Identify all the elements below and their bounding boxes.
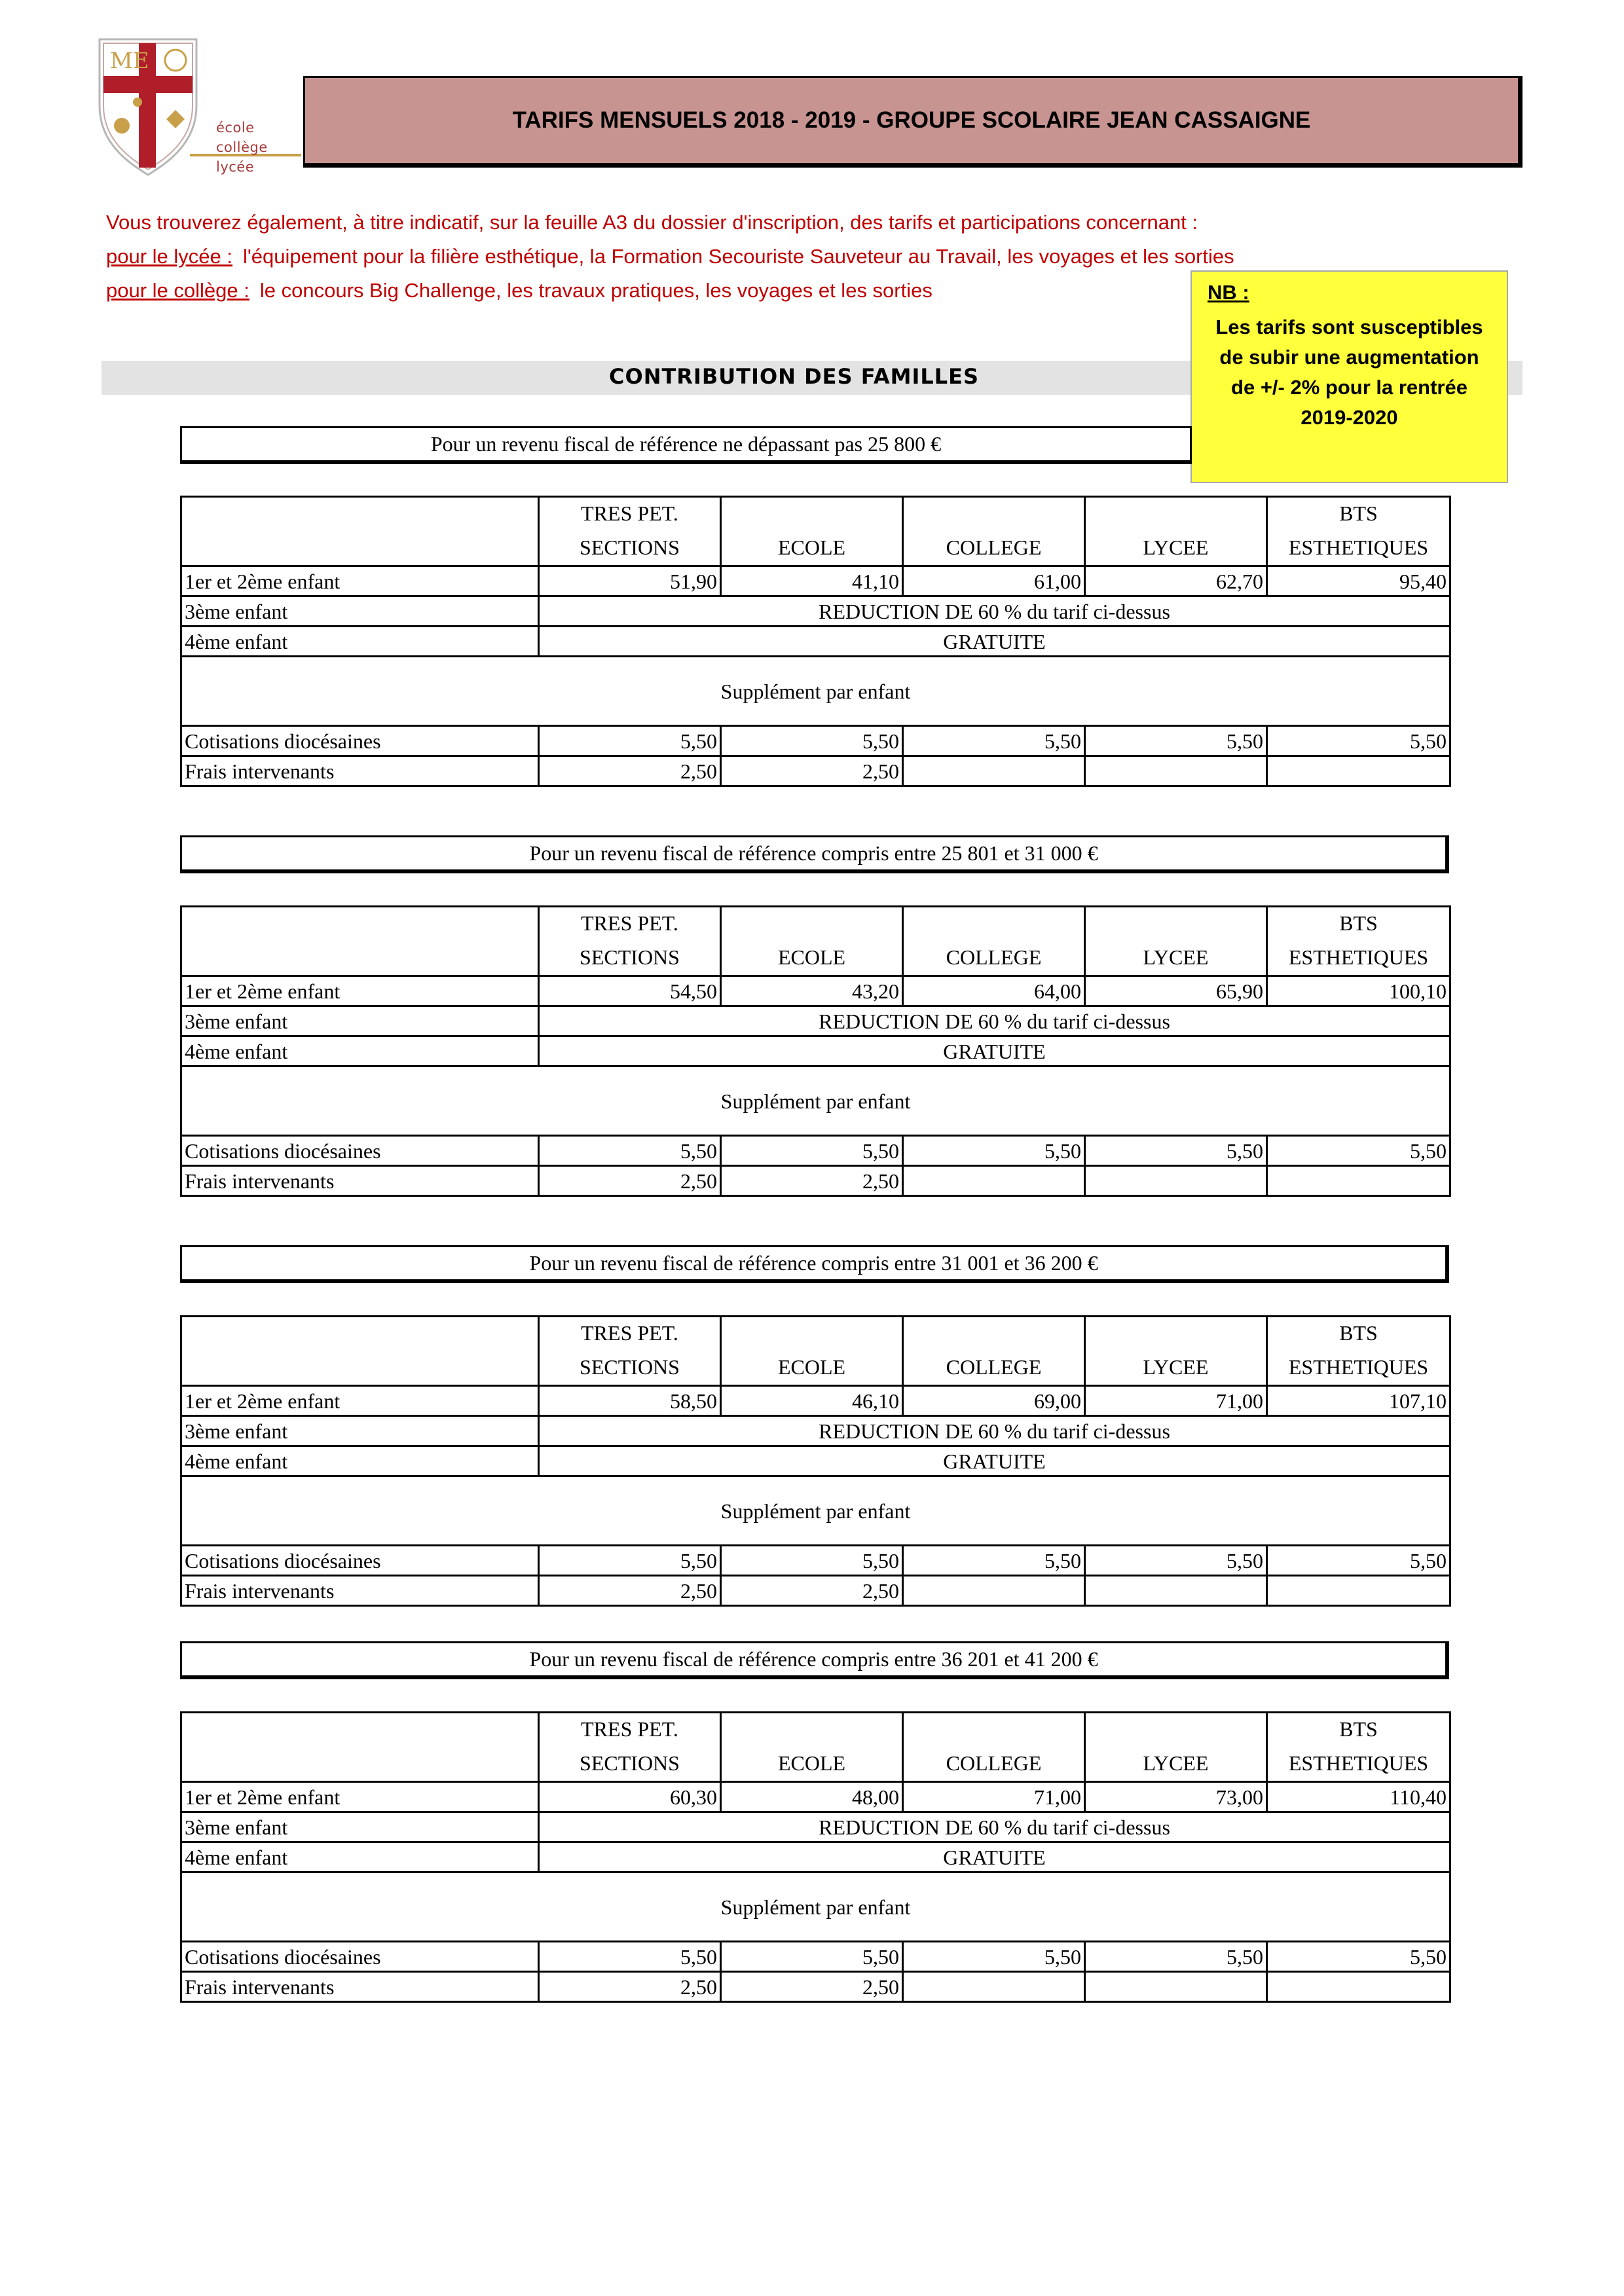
table-row-third-child — [181, 1812, 1450, 1842]
cotisation-cell: 5,50 — [539, 726, 721, 756]
tarif-cell: 41,10 — [721, 566, 903, 596]
row-label: 3ème enfant — [181, 1006, 539, 1036]
cotisation-cell: 5,50 — [721, 1546, 903, 1576]
row-label: 4ème enfant — [181, 627, 539, 657]
table-row-third-child — [181, 1416, 1450, 1446]
table-row-first-children — [181, 1386, 1450, 1416]
tarif-table — [180, 1711, 1451, 2003]
income-bracket-heading — [180, 1641, 1449, 1679]
supplement-cell: Supplément par enfant — [181, 657, 1450, 726]
frais-cell: 2,50 — [539, 1576, 721, 1606]
tarif-cell: 51,90 — [539, 566, 721, 596]
frais-cell — [1085, 756, 1267, 786]
cotisation-cell: 5,50 — [539, 1546, 721, 1576]
frais-cell — [1267, 756, 1450, 786]
lycee-label: pour le lycée : — [106, 245, 232, 268]
reduction-cell: REDUCTION DE 60 % du tarif ci-dessus — [539, 1006, 1450, 1036]
nb-label: NB : — [1208, 281, 1249, 304]
table-header-row — [181, 497, 1450, 566]
college-label: pour le collège : — [106, 279, 249, 302]
table-row-fourth-child — [181, 627, 1450, 657]
row-label: Frais intervenants — [181, 1166, 539, 1196]
table-row-supplement — [181, 1872, 1450, 1942]
cotisation-cell: 5,50 — [1267, 1136, 1450, 1166]
tarif-cell: 110,40 — [1267, 1782, 1450, 1812]
tarif-cell: 95,40 — [1267, 566, 1450, 596]
row-label: 1er et 2ème enfant — [181, 976, 539, 1006]
tarif-cell: 71,00 — [903, 1782, 1085, 1812]
header-cell-college: COLLEGE — [903, 1713, 1085, 1782]
intro-lycee — [106, 245, 1234, 268]
tarif-cell: 100,10 — [1267, 976, 1450, 1006]
row-label: 1er et 2ème enfant — [181, 1782, 539, 1812]
header-cell-bts: BTS ESTHETIQUES — [1267, 497, 1450, 566]
header-cell-empty — [181, 1713, 539, 1782]
supplement-cell: Supplément par enfant — [181, 1066, 1450, 1136]
income-bracket-text: Pour un revenu fiscal de référence compris entre 36 201 et 41 200 € — [529, 1647, 1098, 1671]
gratuite-cell: GRATUITE — [539, 1842, 1450, 1872]
row-label: 1er et 2ème enfant — [181, 1386, 539, 1416]
frais-cell — [1267, 1576, 1450, 1606]
income-bracket-heading — [180, 1245, 1449, 1283]
tarif-cell: 71,00 — [1085, 1386, 1267, 1416]
tarif-cell: 58,50 — [539, 1386, 721, 1416]
row-label: Frais intervenants — [181, 1576, 539, 1606]
table-row-supplement — [181, 1066, 1450, 1136]
header-cell-college: COLLEGE — [903, 907, 1085, 976]
table-row-cotisations — [181, 1942, 1450, 1972]
gratuite-cell: GRATUITE — [539, 627, 1450, 657]
table-row-first-children — [181, 566, 1450, 596]
tarif-cell: 61,00 — [903, 566, 1085, 596]
header-cell-bts: BTS ESTHETIQUES — [1267, 907, 1450, 976]
header-cell-bts: BTS ESTHETIQUES — [1267, 1317, 1450, 1386]
frais-cell — [1085, 1576, 1267, 1606]
row-label: 1er et 2ème enfant — [181, 566, 539, 596]
income-bracket-heading — [180, 835, 1449, 873]
row-label: Cotisations diocésaines — [181, 1136, 539, 1166]
cotisation-cell: 5,50 — [1085, 1546, 1267, 1576]
tarif-cell: 60,30 — [539, 1782, 721, 1812]
table-header-row — [181, 1713, 1450, 1782]
logo-line-lycee: lycée — [216, 159, 255, 175]
table-row-first-children — [181, 976, 1450, 1006]
frais-cell — [1085, 1166, 1267, 1196]
cotisation-cell: 5,50 — [1267, 1942, 1450, 1972]
row-label: 3ème enfant — [181, 1416, 539, 1446]
gratuite-cell: GRATUITE — [539, 1036, 1450, 1066]
frais-cell — [903, 1166, 1085, 1196]
cotisation-cell: 5,50 — [721, 726, 903, 756]
header-cell-ecole: ECOLE — [721, 1713, 903, 1782]
header-cell-lycee: LYCEE — [1085, 1317, 1267, 1386]
nb-line: de +/- 2% pour la rentrée — [1231, 376, 1467, 399]
cotisation-cell: 5,50 — [1085, 1942, 1267, 1972]
header-cell-ecole: ECOLE — [721, 907, 903, 976]
supplement-cell: Supplément par enfant — [181, 1872, 1450, 1942]
cotisation-cell: 5,50 — [1085, 726, 1267, 756]
cotisation-cell: 5,50 — [903, 1546, 1085, 1576]
nb-line: de subir une augmentation — [1219, 346, 1479, 369]
row-label: Frais intervenants — [181, 756, 539, 786]
reduction-cell: REDUCTION DE 60 % du tarif ci-dessus — [539, 596, 1450, 627]
table-row-third-child — [181, 596, 1450, 627]
table-row-cotisations — [181, 1136, 1450, 1166]
table-row-frais — [181, 1576, 1450, 1606]
frais-cell: 2,50 — [539, 1972, 721, 2002]
logo-text — [216, 118, 308, 177]
cotisation-cell: 5,50 — [721, 1942, 903, 1972]
tarif-cell: 46,10 — [721, 1386, 903, 1416]
table-row-frais — [181, 1972, 1450, 2002]
row-label: 3ème enfant — [181, 1812, 539, 1842]
header-cell-college: COLLEGE — [903, 497, 1085, 566]
frais-cell: 2,50 — [721, 1576, 903, 1606]
header-cell-lycee: LYCEE — [1085, 907, 1267, 976]
svg-text:ME: ME — [110, 48, 149, 74]
table-header-row — [181, 907, 1450, 976]
lycee-text: l'équipement pour la filière esthétique, la Formation Secouriste Sauveteur au Travail, les voyages et les sorties — [243, 245, 1234, 268]
header-cell-college: COLLEGE — [903, 1317, 1085, 1386]
row-label: 4ème enfant — [181, 1446, 539, 1476]
frais-cell: 2,50 — [721, 756, 903, 786]
row-label: 4ème enfant — [181, 1036, 539, 1066]
intro-line: Vous trouverez également, à titre indicatif, sur la feuille A3 du dossier d'inscription, des tarifs et participations concernant : — [106, 211, 1198, 234]
row-label: Cotisations diocésaines — [181, 1942, 539, 1972]
cotisation-cell: 5,50 — [1267, 726, 1450, 756]
row-label: Cotisations diocésaines — [181, 1546, 539, 1576]
nb-text — [1198, 312, 1500, 433]
logo-line-ecole: école — [216, 120, 255, 136]
header-cell-tps: TRES PET. SECTIONS — [539, 907, 721, 976]
cotisation-cell: 5,50 — [1267, 1546, 1450, 1576]
page-title-bar — [303, 76, 1522, 168]
tarif-table — [180, 1315, 1451, 1607]
header-cell-lycee: LYCEE — [1085, 497, 1267, 566]
tarif-table — [180, 496, 1451, 787]
frais-cell — [903, 1972, 1085, 2002]
cotisation-cell: 5,50 — [903, 1136, 1085, 1166]
nb-note — [1190, 270, 1508, 483]
frais-cell: 2,50 — [721, 1166, 903, 1196]
tarif-cell: 43,20 — [721, 976, 903, 1006]
table-row-frais — [181, 756, 1450, 786]
contribution-title: CONTRIBUTION DES FAMILLES — [609, 364, 980, 389]
tarif-cell: 64,00 — [903, 976, 1085, 1006]
header-cell-ecole: ECOLE — [721, 1317, 903, 1386]
cotisation-cell: 5,50 — [539, 1136, 721, 1166]
tarif-cell: 48,00 — [721, 1782, 903, 1812]
frais-cell — [903, 756, 1085, 786]
frais-cell: 2,50 — [721, 1972, 903, 2002]
table-header-row — [181, 1317, 1450, 1386]
frais-cell: 2,50 — [539, 1166, 721, 1196]
tarif-cell: 69,00 — [903, 1386, 1085, 1416]
supplement-cell: Supplément par enfant — [181, 1476, 1450, 1546]
reduction-cell: REDUCTION DE 60 % du tarif ci-dessus — [539, 1812, 1450, 1842]
header-cell-ecole: ECOLE — [721, 497, 903, 566]
frais-cell: 2,50 — [539, 756, 721, 786]
header-cell-lycee: LYCEE — [1085, 1713, 1267, 1782]
row-label: 4ème enfant — [181, 1842, 539, 1872]
nb-line: 2019-2020 — [1301, 406, 1398, 429]
table-row-first-children — [181, 1782, 1450, 1812]
table-row-cotisations — [181, 1546, 1450, 1576]
header-cell-tps: TRES PET. SECTIONS — [539, 1713, 721, 1782]
tarif-cell: 73,00 — [1085, 1782, 1267, 1812]
frais-cell — [1085, 1972, 1267, 2002]
nb-line: Les tarifs sont susceptibles — [1215, 316, 1483, 338]
tarif-cell: 107,10 — [1267, 1386, 1450, 1416]
cotisation-cell: 5,50 — [903, 726, 1085, 756]
header-cell-empty — [181, 497, 539, 566]
table-row-supplement — [181, 1476, 1450, 1546]
cotisation-cell: 5,50 — [903, 1942, 1085, 1972]
header-cell-empty — [181, 907, 539, 976]
income-bracket-text: Pour un revenu fiscal de référence compris entre 25 801 et 31 000 € — [529, 841, 1098, 865]
frais-cell — [1267, 1972, 1450, 2002]
logo-line-college: collège — [216, 139, 268, 155]
row-label: 3ème enfant — [181, 596, 539, 627]
tarif-cell: 62,70 — [1085, 566, 1267, 596]
table-row-supplement — [181, 657, 1450, 726]
college-text: le concours Big Challenge, les travaux pratiques, les voyages et les sorties — [259, 279, 932, 302]
header-cell-tps: TRES PET. SECTIONS — [539, 497, 721, 566]
frais-cell — [1267, 1166, 1450, 1196]
row-label: Frais intervenants — [181, 1972, 539, 2002]
header-cell-tps: TRES PET. SECTIONS — [539, 1317, 721, 1386]
income-bracket-heading — [180, 426, 1192, 464]
gratuite-cell: GRATUITE — [539, 1446, 1450, 1476]
cotisation-cell: 5,50 — [721, 1136, 903, 1166]
tarif-cell: 65,90 — [1085, 976, 1267, 1006]
frais-cell — [903, 1576, 1085, 1606]
cotisation-cell: 5,50 — [539, 1942, 721, 1972]
tarif-cell: 54,50 — [539, 976, 721, 1006]
table-row-fourth-child — [181, 1842, 1450, 1872]
table-row-fourth-child — [181, 1446, 1450, 1476]
header-cell-bts: BTS ESTHETIQUES — [1267, 1713, 1450, 1782]
reduction-cell: REDUCTION DE 60 % du tarif ci-dessus — [539, 1416, 1450, 1446]
page-title: TARIFS MENSUELS 2018 - 2019 - GROUPE SCOLAIRE JEAN CASSAIGNE — [512, 107, 1311, 133]
cotisation-cell: 5,50 — [1085, 1136, 1267, 1166]
tarif-table — [180, 905, 1451, 1197]
header-cell-empty — [181, 1317, 539, 1386]
table-row-cotisations — [181, 726, 1450, 756]
table-row-fourth-child — [181, 1036, 1450, 1066]
income-bracket-text: Pour un revenu fiscal de référence ne dépassant pas 25 800 € — [430, 432, 942, 456]
table-row-frais — [181, 1166, 1450, 1196]
income-bracket-text: Pour un revenu fiscal de référence compris entre 31 001 et 36 200 € — [529, 1251, 1098, 1275]
table-row-third-child — [181, 1006, 1450, 1036]
intro-college — [106, 279, 932, 302]
row-label: Cotisations diocésaines — [181, 726, 539, 756]
